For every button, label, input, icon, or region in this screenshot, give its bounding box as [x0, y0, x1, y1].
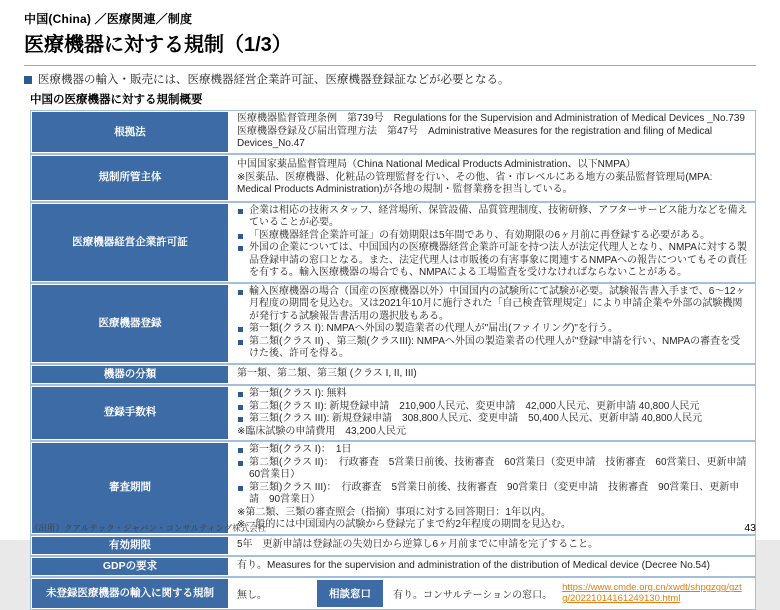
bullet-square-icon [238, 486, 243, 491]
row-header-kyoko-ho: 根拠法 [32, 112, 228, 152]
cell-text: 外国の企業については、中国国内の医療機器経営企業許可証を持つ法人が法定代理人となり、NMPAに対する製品登録申請の窓口となる。また、法定代理人は市販後の有害事象に関連するNMPAへの報告についてもその責任を有する。輸入医療機器の場合でも、NMPAによる工場監査を受けなければならないことがある。 [249, 242, 747, 279]
content-line [237, 426, 749, 439]
content-line [237, 286, 749, 324]
section-title: 中国の医療機器に対する規制概要 [30, 94, 203, 107]
page-title: 医療機器に対する規制（1/3） [24, 34, 292, 56]
cell-text: 5年 更新申請は登録証の失効日から逆算し6ヶ月前までに申請を完了すること。 [237, 538, 599, 550]
bullet-square-icon [238, 461, 243, 466]
cell-text: ※臨床試験の申請費用 43,200人民元 [237, 425, 406, 437]
content-line [237, 388, 749, 401]
row-header-kiki-bunrui: 機器の分類 [32, 366, 228, 383]
footer [30, 522, 756, 534]
content-line [237, 323, 749, 336]
row-header-yuko-kigen: 有効期限 [32, 537, 228, 554]
table-row-kiki-bunrui [31, 365, 755, 386]
row-content-toroku-tesuryo [229, 386, 755, 440]
bullet-square-icon [238, 417, 243, 422]
content-line [237, 113, 749, 126]
lead-bullet-square-icon [24, 76, 32, 84]
content-line [237, 456, 757, 482]
row-content-mitoroku-yunyu-kisei [229, 578, 755, 609]
cell-text: 第二類(クラス II)： 行政審査 5営業日前後、技術審査 60営業日（変更申請 技術審査 60営業日、更新申請 60営業日） [249, 456, 757, 480]
bullet-square-icon [238, 340, 243, 345]
page-number: 43 [744, 522, 756, 534]
row-content-gdp-yokyu [229, 557, 755, 576]
content-line [237, 159, 749, 172]
bullet-square-icon [238, 246, 243, 251]
cell-text: 第二類(クラス II) 、第三類(クラスIII): NMPAへ外国の製造業者の代理人が"登録"申請を行い、NMPAの審査を受けた後、許可を得る。 [249, 335, 741, 360]
content-line [237, 539, 749, 552]
breadcrumb: 中国(China) ／医療関連／制度 [24, 12, 193, 26]
cell-text: 有り。Measures for the supervision and administration of the distribution of Medical device (Decree No.54) [237, 559, 710, 571]
bullet-square-icon [238, 209, 243, 214]
cell-text: 輸入医療機器の場合（国産の医療機器以外）中国国内の試験所にて試験が必要。試験報告書入手まで、6～12ヶ月程度の期間を見込む。又は2021年10月に施行された「自己検査管理規定」により申請企業や外部の試験機関が発行する試験報告書活用の選択肢もある。 [249, 285, 746, 322]
content-line [237, 560, 749, 573]
table-row-kisei-shokan-shutai [31, 155, 755, 203]
content-line [237, 172, 749, 197]
row-content-kiki-bunrui [229, 365, 755, 384]
table-row-yuko-kigen [31, 536, 755, 557]
bullet-square-icon [238, 405, 243, 410]
row-header-mitoroku-yunyu-kisei: 未登録医療機器の輸入に関する規制 [32, 579, 228, 608]
source-note: （出所）クアルテック・ジャパン・コンサルティング株式会社 [30, 523, 267, 533]
table-row-toroku-tesuryo [31, 386, 755, 442]
cell-text: 第一類(クラス I): 無料 [249, 388, 347, 399]
consultation-link[interactable]: https://www.cmde.org.cn/xwdt/shpgzgg/gztg/20221014161249130.html [562, 582, 742, 605]
table-row-mitoroku-yunyu-kisei [31, 578, 755, 609]
content-line [237, 482, 749, 507]
row-content-shinsa-kikan [229, 442, 755, 534]
row-content-kiki-toroku [229, 284, 755, 363]
row-content-kisei-shokan-shutai [229, 155, 755, 201]
cell-text: 第三類(クラス III): 新規登録申請 308,800人民元、変更申請 50,400人民元、更新申請 40,800人民元 [249, 413, 703, 424]
table-row-gdp-yokyu [31, 557, 755, 578]
row-header-toroku-tesuryo: 登録手数料 [32, 387, 228, 439]
row-header-shinsa-kikan: 審査期間 [32, 443, 228, 533]
cell-text: 第一類(クラス I): NMPAへ外国の製造業者の代理人が"届出(ファイリング)"を行う。 [249, 323, 618, 335]
table-row-keiei-kigyo-kyokasho [31, 203, 755, 284]
content-line [237, 205, 749, 230]
cell-text: ※一般的には中国国内の試験から登録完了まで約2年程度の期間を見込む。 [237, 519, 571, 530]
content-line [237, 336, 749, 361]
consultation-desk-label: 相談窓口 [317, 580, 383, 607]
cell-text: 医療機器登録及び届出管理方法 第47号 Administrative Measures for the registration and filing of Medical Devices_No.47 [237, 125, 713, 150]
row-header-gdp-yokyu: GDPの要求 [32, 558, 228, 575]
table-row-kiki-toroku [31, 284, 755, 365]
row-content-yuko-kigen [229, 536, 755, 555]
consultation-text: 有り。コンサルテーションの窓口。 [393, 589, 553, 601]
cell-text: 中国国家薬品監督管理局（China National Medical Products Administration、以下NMPA） [237, 159, 636, 171]
row-header-kisei-shokan-shutai: 規制所管主体 [32, 156, 228, 200]
content-line [237, 444, 749, 457]
cell-text: 第二類(クラス II): 新規登録申請 210,900人民元、変更申請 42,000人民元、更新申請 40,800人民元 [249, 400, 700, 412]
cell-text: 「医療機器経営企業許可証」の有効期限は5年間であり、有効期限の6ヶ月前に再登録する必要がある。 [249, 229, 711, 241]
bullet-square-icon [238, 327, 243, 332]
bullet-square-icon [238, 290, 243, 295]
no-regulation-text: 無し。 [237, 589, 267, 601]
row-header-keiei-kigyo-kyokasho: 医療機器経営企業許可証 [32, 204, 228, 281]
content-line [237, 413, 749, 426]
content-line [237, 401, 749, 414]
bullet-square-icon [238, 392, 243, 397]
content-line [237, 368, 749, 381]
content-line [237, 507, 749, 520]
lead-text: 医療機器の輸入・販売には、医療機器経営企業許可証、医療機器登録証などが必要となる。 [38, 74, 510, 86]
cell-text: 第一類、第二類、第三類 (クラス I, II, III) [237, 368, 417, 380]
title-divider [24, 65, 756, 66]
bullet-square-icon [238, 234, 243, 239]
cell-text: ※第二類、三類の審査照会（指摘）事項に対する回答期日：1年以内。 [237, 506, 551, 518]
content-line [237, 126, 749, 151]
regulation-overview-table [30, 110, 756, 609]
content-line [237, 242, 749, 280]
unregistered-import-cell [237, 580, 749, 607]
content-line [237, 230, 749, 243]
row-content-kyoko-ho [229, 111, 755, 153]
cell-text: 企業は相応の技術スタッフ、経営場所、保管設備、品質管理制度、技術研修、アフターサービス能力などを備えていることが必要。 [249, 204, 748, 229]
row-header-kiki-toroku: 医療機器登録 [32, 285, 228, 362]
bullet-square-icon [238, 448, 243, 453]
cell-text: 第三類)クラス III)： 行政審査 5営業日前後、技術審査 90営業日（変更申請 技術審査 90営業日、更新申請 90営業日） [249, 481, 740, 505]
table-row-kyoko-ho [31, 111, 755, 155]
row-content-keiei-kigyo-kyokasho [229, 203, 755, 282]
cell-text: ※医薬品、医療機器、化粧品の管理監督を行い、その他、省・市レベルにある地方の薬品監督管理局(MPA: Medical Products Administration)が各地の規制・監督業務を担当している。 [237, 171, 713, 196]
cell-text: 第一類(クラス I)： 1日 [249, 444, 352, 455]
cell-text: 医療機器監督管理条例 第739号 Regulations for the Supervision and Administration of Medical Devices _No.739 [237, 113, 745, 125]
lead-statement [24, 73, 756, 87]
